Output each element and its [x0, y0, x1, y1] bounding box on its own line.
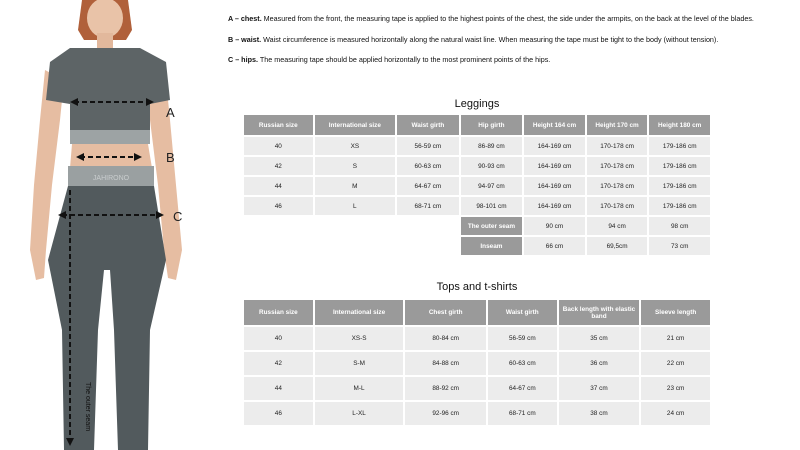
table-row [244, 157, 710, 175]
table-row [244, 377, 710, 400]
outer-seam-label: The outer seam [84, 382, 91, 432]
table-cell: 170-178 cm [587, 157, 648, 175]
table-cell: S-M [315, 352, 404, 375]
table-cell: 170-178 cm [587, 197, 648, 215]
table-cell: 68-71 cm [488, 402, 557, 425]
table-cell: 90-93 cm [461, 157, 523, 175]
tops-table [242, 298, 712, 427]
col-header: Waist girth [397, 115, 459, 135]
table-cell: 22 cm [641, 352, 710, 375]
table-cell: 37 cm [559, 377, 640, 400]
col-header: Height 180 cm [649, 115, 710, 135]
col-header: Chest girth [405, 300, 486, 325]
col-header: Russian size [244, 115, 313, 135]
table-cell: M [315, 177, 396, 195]
table-cell: 86-89 cm [461, 137, 523, 155]
table-cell: 44 [244, 177, 313, 195]
tops-header-row [244, 300, 710, 325]
table-cell: 56-59 cm [397, 137, 459, 155]
note-chest: A – chest. Measured from the front, the measuring tape is applied to the highest points of the chest, the side under the armpits, on the back at the level of the blades. [228, 14, 754, 23]
table-cell: 88-92 cm [405, 377, 486, 400]
table-cell: 164-169 cm [524, 137, 585, 155]
table-cell: 170-178 cm [587, 177, 648, 195]
col-header: Sleeve length [641, 300, 710, 325]
col-header: International size [315, 300, 404, 325]
table-cell: 80-84 cm [405, 327, 486, 350]
table-cell: 60-63 cm [488, 352, 557, 375]
table-cell: 42 [244, 157, 313, 175]
table-cell: 40 [244, 137, 313, 155]
table-cell: 170-178 cm [587, 137, 648, 155]
note-waist: B – waist. Waist circumference is measured horizontally along the natural waist line. When measuring the tape must be tight to the body (without tension). [228, 34, 719, 44]
col-header: Height 170 cm [587, 115, 648, 135]
row-label: Inseam [461, 237, 523, 255]
table-cell: 94-97 cm [461, 177, 523, 195]
table-cell: 94 cm [587, 217, 648, 235]
table-cell: 23 cm [641, 377, 710, 400]
table-cell: 42 [244, 352, 313, 375]
col-header: Back length with elastic band [559, 300, 640, 325]
table-cell: 179-186 cm [649, 137, 710, 155]
table-cell: M-L [315, 377, 404, 400]
table-cell: 24 cm [641, 402, 710, 425]
col-header: Waist girth [488, 300, 557, 325]
table-cell: 66 cm [524, 237, 585, 255]
table-cell: 164-169 cm [524, 197, 585, 215]
leggings-table [242, 113, 712, 257]
table-cell: 73 cm [649, 237, 710, 255]
table-row-outer-seam [244, 217, 710, 235]
table-cell: XS [315, 137, 396, 155]
measurement-notes [228, 14, 788, 76]
table-cell: 179-186 cm [649, 177, 710, 195]
table-cell: 56-59 cm [488, 327, 557, 350]
table-cell: 92-96 cm [405, 402, 486, 425]
table-row [244, 352, 710, 375]
table-row-inseam [244, 237, 710, 255]
table-cell: 98 cm [649, 217, 710, 235]
table-cell: 38 cm [559, 402, 640, 425]
table-row [244, 137, 710, 155]
table-cell: 46 [244, 197, 313, 215]
table-cell: XS-S [315, 327, 404, 350]
label-c: C [173, 209, 183, 224]
leggings-title: Leggings [454, 98, 500, 110]
col-header: Russian size [244, 300, 313, 325]
row-label: The outer seam [461, 217, 523, 235]
table-row [244, 177, 710, 195]
col-header: Height 164 cm [524, 115, 585, 135]
table-row [244, 402, 710, 425]
table-cell: 60-63 cm [397, 157, 459, 175]
table-cell: 21 cm [641, 327, 710, 350]
table-row [244, 197, 710, 215]
model-figure [0, 0, 215, 450]
leggings-header-row [244, 115, 710, 135]
label-b: B [166, 150, 175, 165]
table-cell: 44 [244, 377, 313, 400]
table-cell: 179-186 cm [649, 157, 710, 175]
table-cell: L [315, 197, 396, 215]
table-cell: 35 cm [559, 327, 640, 350]
table-cell: 90 cm [524, 217, 585, 235]
table-cell: 84-88 cm [405, 352, 486, 375]
table-cell: 179-186 cm [649, 197, 710, 215]
table-cell: 36 cm [559, 352, 640, 375]
table-cell: 98-101 cm [461, 197, 523, 215]
table-cell: 46 [244, 402, 313, 425]
table-row [244, 327, 710, 350]
table-cell: 64-67 cm [397, 177, 459, 195]
table-cell: L-XL [315, 402, 404, 425]
table-cell: 64-67 cm [488, 377, 557, 400]
tops-title: Tops and t-shirts [436, 281, 518, 293]
note-hips: C – hips. The measuring tape should be applied horizontally to the most prominent points of the hips. [228, 55, 551, 65]
table-cell: 164-169 cm [524, 177, 585, 195]
label-a: A [166, 105, 175, 120]
col-header: International size [315, 115, 396, 135]
table-cell: 69,5cm [587, 237, 648, 255]
waistband-text: JAHIRONO [92, 175, 130, 182]
table-cell: 40 [244, 327, 313, 350]
table-cell: 164-169 cm [524, 157, 585, 175]
col-header: Hip girth [461, 115, 523, 135]
table-cell: S [315, 157, 396, 175]
table-cell: 68-71 cm [397, 197, 459, 215]
